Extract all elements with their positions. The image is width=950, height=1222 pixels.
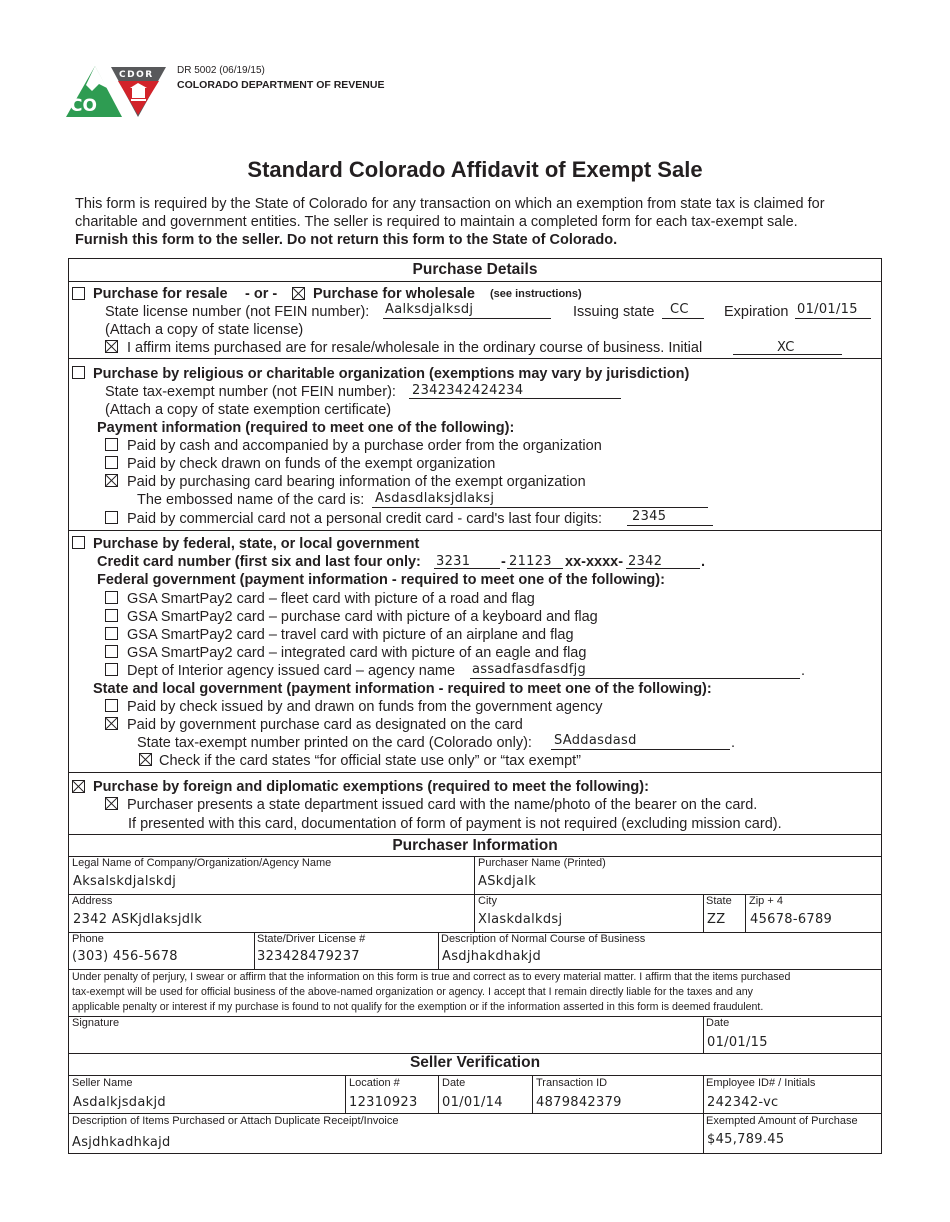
- gsa-purchase-checkbox[interactable]: [105, 609, 118, 622]
- foreign-card-checkbox[interactable]: [105, 797, 118, 810]
- state-input[interactable]: ZZ: [707, 912, 726, 927]
- phone-input[interactable]: (303) 456-5678: [72, 949, 178, 964]
- gsa-integrated-label: GSA SmartPay2 card – integrated card with picture of an eagle and flag: [127, 645, 587, 661]
- gsa-travel-checkbox[interactable]: [105, 627, 118, 640]
- state-local-heading: State and local government (payment information - required to meet one of the following):: [93, 681, 712, 697]
- federal-heading: Federal government (payment information - required to meet one of the following):: [97, 572, 665, 588]
- religious-label: Purchase by religious or charitable organization (exemptions may vary by jurisdiction): [93, 366, 690, 382]
- intro-line-1: This form is required by the State of Colorado for any transaction on which an exemption from state tax is claimed for: [75, 196, 825, 212]
- address-label: Address: [72, 895, 113, 907]
- intro-line-2: charitable and government entities. The seller is required to maintain a completed form for each tax-exempt sale.: [75, 214, 798, 230]
- cash-checkbox[interactable]: [105, 438, 118, 451]
- payment-info-heading: Payment information (required to meet one of the following):: [97, 420, 515, 436]
- form-id: DR 5002 (06/19/15): [177, 65, 265, 76]
- employee-input[interactable]: 242342-vc: [707, 1095, 779, 1110]
- page-title: Standard Colorado Affidavit of Exempt Sale: [247, 157, 703, 182]
- business-input[interactable]: Asdjhakdhakjd: [442, 949, 542, 964]
- wholesale-label: Purchase for wholesale: [313, 286, 475, 302]
- gsa-fleet-label: GSA SmartPay2 card – fleet card with picture of a road and flag: [127, 591, 535, 607]
- cc-last-four-input[interactable]: 2342: [628, 554, 663, 569]
- doi-agency-input[interactable]: assadfasdfasdfjg: [472, 662, 587, 677]
- cash-label: Paid by cash and accompanied by a purchase order from the organization: [127, 438, 602, 454]
- check-label: Paid by check drawn on funds of the exempt organization: [127, 456, 496, 472]
- legal-name-label: Legal Name of Company/Organization/Agency Name: [72, 857, 332, 869]
- address-input[interactable]: 2342 ASKjdlaksjdlk: [73, 912, 203, 927]
- foreign-label: Purchase by foreign and diplomatic exemptions (required to meet the following):: [93, 779, 649, 795]
- logo-badge-text: CDOR: [119, 70, 154, 80]
- driver-license-input[interactable]: 323428479237: [257, 949, 360, 964]
- purchasing-card-checkbox[interactable]: [105, 474, 118, 487]
- religious-tax-exempt-input[interactable]: 2342342424234: [412, 383, 524, 398]
- resale-checkbox[interactable]: [72, 287, 85, 300]
- official-use-label: Check if the card states “for official state use only” or “tax exempt”: [159, 753, 582, 769]
- wholesale-checkbox[interactable]: [292, 287, 305, 300]
- commercial-card-checkbox[interactable]: [105, 511, 118, 524]
- gsa-fleet-checkbox[interactable]: [105, 591, 118, 604]
- seller-name-input[interactable]: Asdalkjsdakjd: [73, 1095, 166, 1110]
- or-label: - or -: [245, 286, 278, 302]
- driver-license-label: State/Driver License #: [257, 933, 366, 945]
- intro-line-3: Furnish this form to the seller. Do not return this form to the State of Colorado.: [75, 232, 618, 248]
- purchasing-card-label: Paid by purchasing card bearing information of the exempt organization: [127, 474, 586, 490]
- perjury-line-2: tax-exempt will be used for official business of the above-named organization or agency. I accept that I remain directly liable for the taxes and any: [72, 986, 753, 998]
- check-checkbox[interactable]: [105, 456, 118, 469]
- gsa-integrated-checkbox[interactable]: [105, 645, 118, 658]
- department-name: COLORADO DEPARTMENT OF REVENUE: [177, 79, 385, 91]
- state-check-checkbox[interactable]: [105, 699, 118, 712]
- state-card-checkbox[interactable]: [105, 717, 118, 730]
- seller-heading: Seller Verification: [409, 1054, 541, 1071]
- seller-date-label: Date: [442, 1077, 466, 1089]
- logo-co-text: CO: [70, 96, 97, 116]
- resale-label: Purchase for resale: [93, 286, 228, 302]
- state-card-label: Paid by government purchase card as designated on the card: [127, 717, 523, 733]
- gsa-travel-label: GSA SmartPay2 card – travel card with picture of an airplane and flag: [127, 627, 574, 643]
- location-label: Location #: [349, 1077, 400, 1089]
- license-number-input[interactable]: Aalksdjalksdj: [385, 302, 474, 317]
- cc-mask: xx-xxxx-: [565, 554, 624, 570]
- printed-number-input[interactable]: SAddasdasd: [554, 733, 637, 748]
- state-check-label: Paid by check issued by and drawn on funds from the government agency: [127, 699, 603, 715]
- foreign-card-label: Purchaser presents a state department issued card with the name/photo of the bearer on the card.: [127, 797, 758, 813]
- phone-label: Phone: [72, 933, 104, 945]
- attach-license-note: (Attach a copy of state license): [105, 322, 304, 338]
- purchase-details-heading: Purchase Details: [412, 261, 538, 278]
- doi-label: Dept of Interior agency issued card – agency name: [127, 663, 456, 679]
- embossed-name-label: The embossed name of the card is:: [137, 492, 365, 508]
- printed-name-input[interactable]: ASkdjalk: [478, 874, 537, 889]
- signature-field[interactable]: [70, 1030, 700, 1052]
- seller-date-input[interactable]: 01/01/14: [442, 1095, 503, 1110]
- affirm-label: I affirm items purchased are for resale/wholesale in the ordinary course of business. Initial: [127, 340, 703, 356]
- cc-first-input[interactable]: 3231: [436, 554, 471, 569]
- state-label: State: [706, 895, 732, 907]
- affirm-checkbox[interactable]: [105, 340, 118, 353]
- cc-dash: -: [501, 554, 506, 570]
- credit-card-label: Credit card number (first six and last four only:: [97, 554, 421, 570]
- legal-name-input[interactable]: Aksalskdjalskdj: [73, 874, 177, 889]
- license-label: State license number (not FEIN number):: [105, 304, 370, 320]
- doi-checkbox[interactable]: [105, 663, 118, 676]
- commercial-last-four-input[interactable]: 2345: [632, 509, 667, 524]
- cc-period: .: [701, 554, 706, 570]
- employee-label: Employee ID# / Initials: [706, 1077, 816, 1089]
- doi-period: .: [801, 663, 806, 679]
- zip-input[interactable]: 45678-6789: [750, 912, 833, 927]
- perjury-line-3: applicable penalty or interest if my purchase is found to not qualify for the exemption or if the information asserted in this form is deemed fraudulent.: [72, 1001, 764, 1013]
- attach-certificate-note: (Attach a copy of state exemption certificate): [105, 402, 392, 418]
- religious-tax-exempt-label: State tax-exempt number (not FEIN number):: [105, 384, 396, 400]
- purchaser-heading: Purchaser Information: [392, 837, 558, 854]
- business-label: Description of Normal Course of Business: [441, 933, 646, 945]
- printed-name-label: Purchaser Name (Printed): [478, 857, 606, 869]
- embossed-name-input[interactable]: Asdasdlaksjdlaksj: [375, 491, 495, 506]
- expiration-label: Expiration: [724, 304, 789, 320]
- transaction-label: Transaction ID: [536, 1077, 608, 1089]
- zip-label: Zip + 4: [749, 895, 783, 907]
- foreign-note: If presented with this card, documentation of form of payment is not required (excluding mission card).: [128, 816, 782, 832]
- items-input[interactable]: Asjdhkadhkajd: [72, 1135, 171, 1150]
- amount-label: Exempted Amount of Purchase: [706, 1115, 858, 1127]
- seller-name-label: Seller Name: [72, 1077, 133, 1089]
- foreign-checkbox[interactable]: [72, 780, 85, 793]
- initial-input[interactable]: XC: [777, 340, 795, 355]
- government-checkbox[interactable]: [72, 536, 85, 549]
- government-label: Purchase by federal, state, or local government: [93, 536, 420, 552]
- colorado-logo: [66, 64, 172, 120]
- transaction-input[interactable]: 4879842379: [536, 1095, 622, 1110]
- cc-second-input[interactable]: 21123: [509, 554, 552, 569]
- issuing-state-input[interactable]: CC: [670, 302, 689, 317]
- commercial-card-label: Paid by commercial card not a personal credit card - card's last four digits:: [127, 511, 603, 527]
- location-input[interactable]: 12310923: [349, 1095, 418, 1110]
- expiration-input[interactable]: 01/01/15: [797, 302, 858, 317]
- official-use-checkbox[interactable]: [139, 753, 152, 766]
- purchaser-date-input[interactable]: 01/01/15: [707, 1035, 768, 1050]
- items-label: Description of Items Purchased or Attach Duplicate Receipt/Invoice: [72, 1115, 399, 1127]
- purchaser-date-label: Date: [706, 1017, 730, 1029]
- gsa-purchase-label: GSA SmartPay2 card – purchase card with picture of a keyboard and flag: [127, 609, 598, 625]
- signature-label: Signature: [72, 1017, 120, 1029]
- see-instructions-note: (see instructions): [490, 288, 582, 300]
- issuing-state-label: Issuing state: [573, 304, 655, 320]
- religious-checkbox[interactable]: [72, 366, 85, 379]
- city-label: City: [478, 895, 497, 907]
- printed-period: .: [731, 735, 736, 751]
- city-input[interactable]: Xlaskdalkdsj: [478, 912, 563, 927]
- perjury-line-1: Under penalty of perjury, I swear or affirm that the information on this form is true and correct as to every material matter. I affirm that the items purchased: [72, 971, 791, 983]
- amount-input[interactable]: $45,789.45: [707, 1132, 785, 1147]
- printed-number-label: State tax-exempt number printed on the card (Colorado only):: [137, 735, 532, 751]
